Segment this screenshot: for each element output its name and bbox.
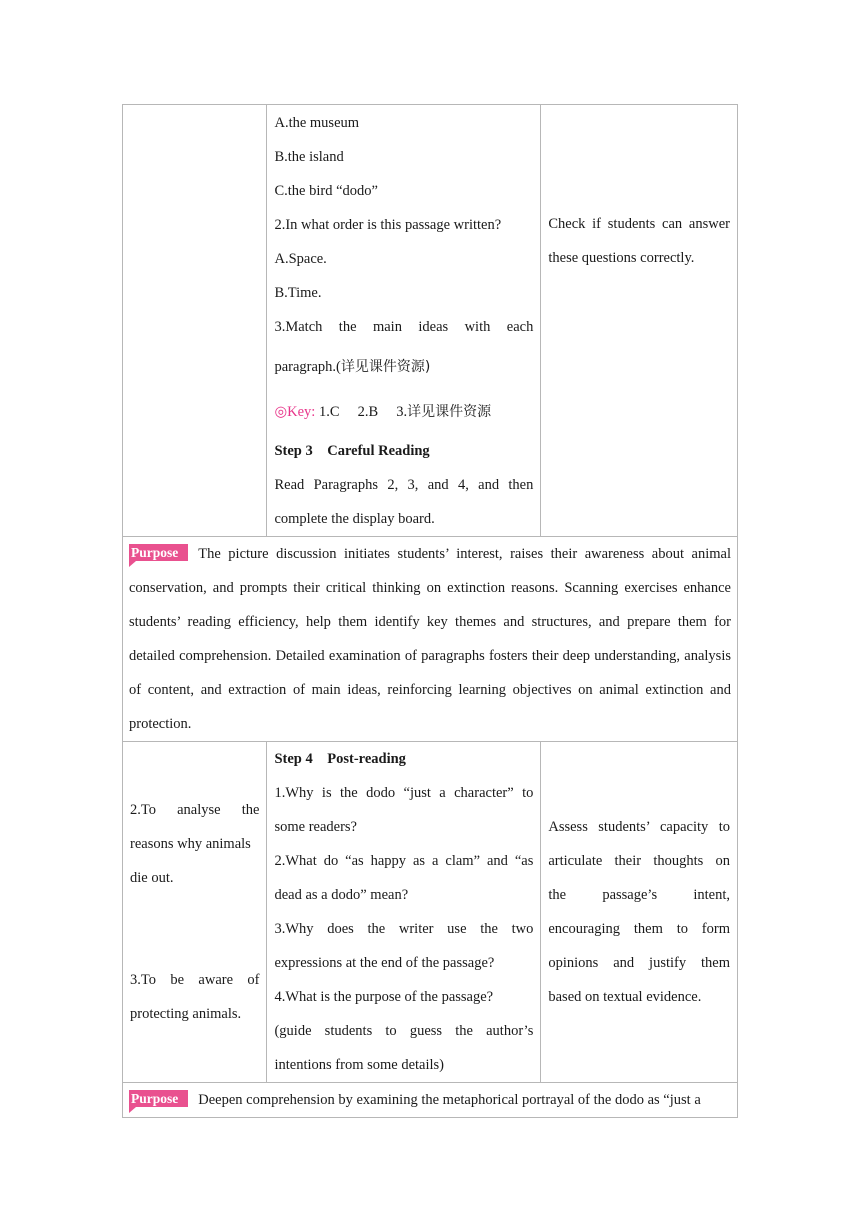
lesson-plan-table bbox=[122, 104, 738, 1118]
objective-line: reasons why animals bbox=[130, 836, 251, 852]
purpose-text: The picture discussion initiates students’ interest, raises their awareness about animal conservation, and prompts their critical thinking on extinction reasons. Scanning exercises enhance students’ reading efficiency, help them identify key themes and structures, and prepare them for detailed comprehension. Detailed examination of paragraphs fosters their deep understanding, analysis of content, and extraction of main ideas, reinforcing learning objectives on animal extinction and protection. bbox=[129, 546, 731, 732]
option-line: A.the museum bbox=[274, 115, 360, 131]
table-row bbox=[123, 742, 738, 1083]
purpose-badge: Purpose bbox=[129, 544, 188, 561]
objective-line: protecting animals. bbox=[130, 1006, 242, 1022]
lesson-plan-page bbox=[122, 104, 738, 1118]
objective-cell bbox=[123, 742, 267, 1083]
assessment-line: these questions correctly. bbox=[548, 250, 695, 266]
instruction-line: Read Paragraphs 2, 3, and 4, and then bbox=[274, 477, 534, 493]
objective-line: 3.To be aware of bbox=[130, 972, 260, 988]
question-line: dead as a dodo” mean? bbox=[274, 887, 409, 903]
option-line: A.Space. bbox=[274, 251, 327, 267]
question-line: 2.In what order is this passage written? bbox=[274, 217, 502, 233]
purpose-text: Deepen comprehension by examining the metaphorical portrayal of the dodo as “just a bbox=[198, 1092, 701, 1108]
purpose-badge: Purpose bbox=[129, 1090, 188, 1107]
activity-cell bbox=[267, 105, 541, 537]
question-line: 1.Why is the dodo “just a character” to bbox=[274, 785, 534, 801]
objective-line: 2.To analyse the bbox=[130, 802, 260, 818]
key-label: ◎Key: bbox=[274, 404, 316, 420]
assessment-line: Assess students’ capacity to bbox=[548, 819, 730, 835]
table-row bbox=[123, 537, 738, 742]
assessment-line: opinions and justify them bbox=[548, 955, 730, 971]
step-title: Step 4 Post-reading bbox=[274, 751, 406, 767]
instruction-line: complete the display board. bbox=[274, 511, 435, 527]
objective-cell bbox=[123, 105, 267, 537]
assessment-line: based on textual evidence. bbox=[548, 989, 702, 1005]
option-line: C.the bird “dodo” bbox=[274, 183, 378, 199]
assessment-cell bbox=[541, 105, 738, 537]
question-line: 4.What is the purpose of the passage? bbox=[274, 989, 494, 1005]
question-line: (guide students to guess the author’s bbox=[274, 1023, 534, 1039]
question-line: intentions from some details) bbox=[274, 1057, 445, 1073]
step-title: Step 3 Careful Reading bbox=[274, 443, 430, 459]
question-line: 3.Match the main ideas with each bbox=[274, 319, 534, 335]
question-line: 3.Why does the writer use the two bbox=[274, 921, 534, 937]
table-row bbox=[123, 1083, 738, 1118]
assessment-line: encouraging them to form bbox=[548, 921, 730, 937]
question-line: some readers? bbox=[274, 819, 357, 835]
question-line: paragraph.(详见课件资源) bbox=[274, 359, 431, 375]
question-line: expressions at the end of the passage? bbox=[274, 955, 495, 971]
purpose-cell bbox=[123, 537, 738, 742]
assessment-line: the passage’s intent, bbox=[548, 887, 730, 903]
purpose-cell bbox=[123, 1083, 738, 1118]
assessment-line: Check if students can answer bbox=[548, 216, 730, 232]
option-line: B.the island bbox=[274, 149, 344, 165]
assessment-cell bbox=[541, 742, 738, 1083]
option-line: B.Time. bbox=[274, 285, 322, 301]
activity-cell bbox=[267, 742, 541, 1083]
table-row bbox=[123, 105, 738, 537]
question-line: 2.What do “as happy as a clam” and “as bbox=[274, 853, 534, 869]
objective-line: die out. bbox=[130, 870, 174, 886]
answer-key: ◎Key: 1.C 2.B 3.详见课件资源 bbox=[274, 404, 492, 420]
assessment-line: articulate their thoughts on bbox=[548, 853, 730, 869]
